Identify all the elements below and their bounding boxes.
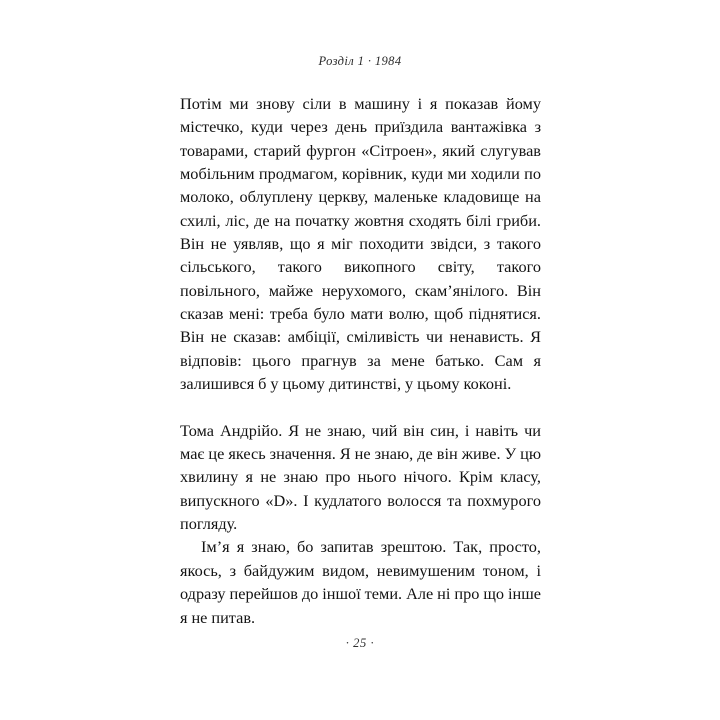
running-head: Розділ 1 · 1984 (318, 54, 402, 68)
body-paragraph: Ім’я я знаю, бо запитав зрештою. Так, просто, якось, з байдужим видом, невимушеним тоном, і одразу перейшов до іншої теми. Але ні про що інше я не питав. (180, 537, 541, 627)
page-number: · 25 · (345, 636, 375, 650)
body-text-block (180, 92, 541, 629)
body-paragraph: Тома Андрійо. Я не знаю, чий він син, і навіть чи має це якесь значення. Я не знаю, де він живе. У цю хвилину я не знаю про нього нічого. Крім класу, випускного «D». І кудлатого волосся та похмурого погляду. (180, 420, 541, 534)
body-paragraph: Потім ми знову сіли в машину і я показав йому містечко, куди через день приїздила вантажівка з товарами, старий фургон «Сітроен», який слугував мобільним продмагом, корівник, куди ми ходили по молоко, облуплену церкву, маленьке кладовище на схилі, ліс, де на початку жовтня сходять білі гриби. Він не уявляв, що я міг походити звідси, з такого сільського, такого викопного світу, такого повільного, майже нерухомого, скам’янілого. Він сказав мені: треба було мати волю, щоб піднятися. Він не сказав: амбіції, сміливість чи ненависть. Я відповів: цього прагнув за мене батько. Сам я залишився б у цьому дитинстві, у цьому коконі. (180, 94, 541, 394)
